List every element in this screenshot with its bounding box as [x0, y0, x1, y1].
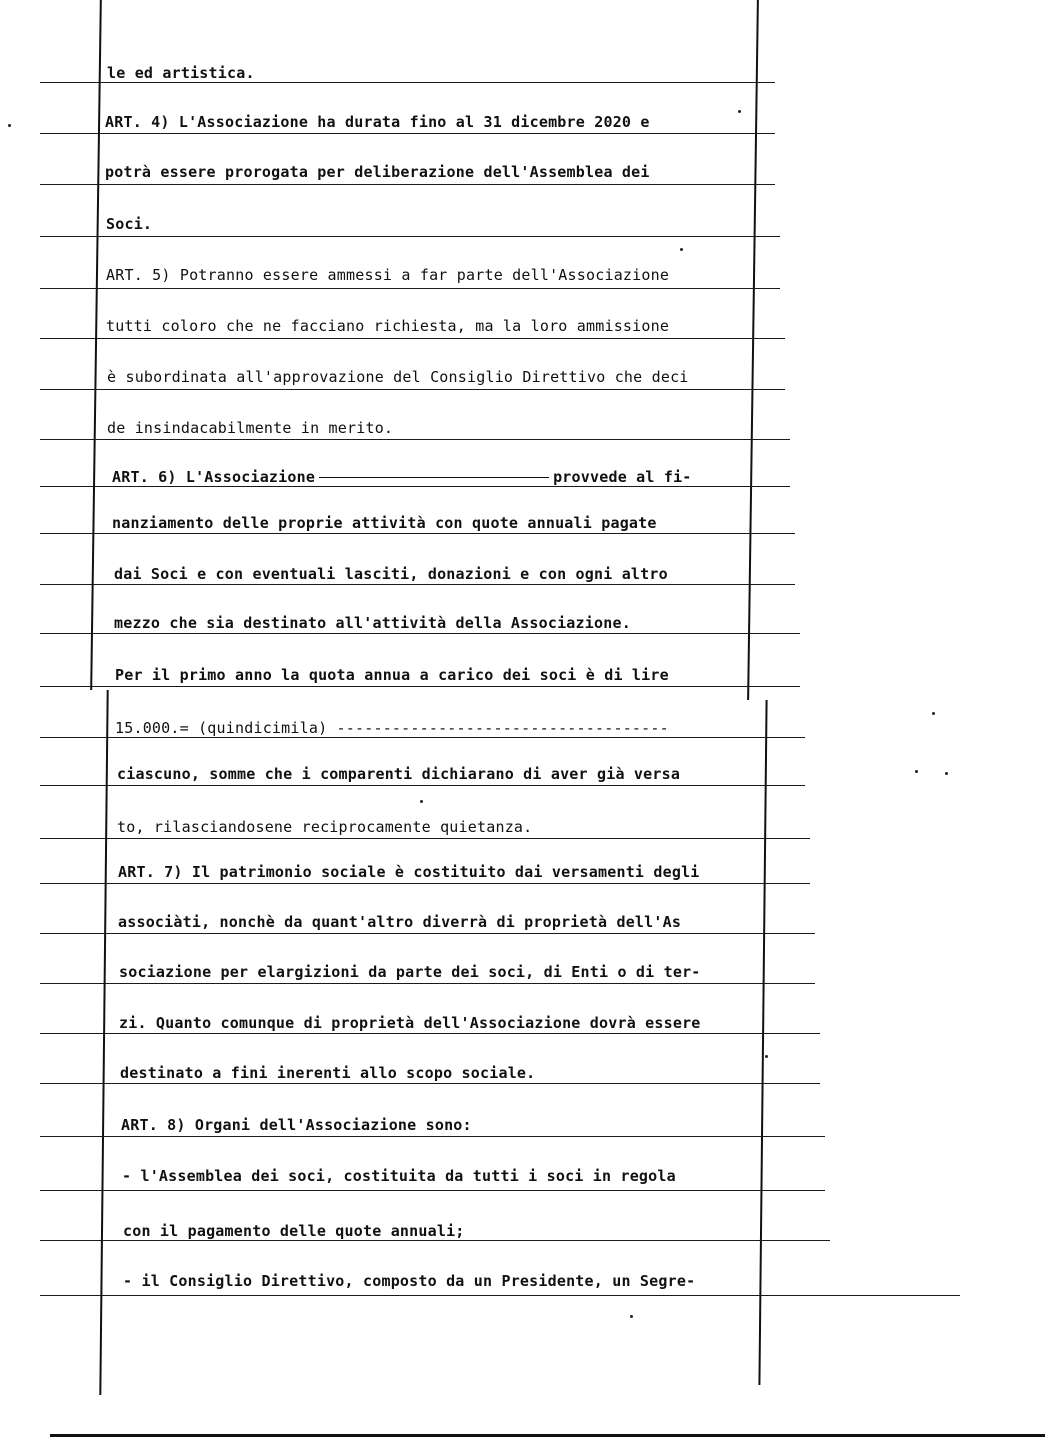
ruled-line: [40, 933, 815, 934]
left-margin-line: [90, 0, 102, 690]
text-line-15: ciascuno, somme che i comparenti dichiarano di aver già versa: [117, 765, 681, 783]
ruled-line: [40, 838, 810, 839]
ruled-line: [40, 1190, 825, 1191]
ruled-line: [40, 1083, 820, 1084]
ruled-line: [40, 883, 810, 884]
scan-speck: [738, 110, 741, 113]
text-line-25: - il Consiglio Direttivo, composto da un Presidente, un Segre-: [123, 1272, 696, 1290]
text-line-6: tutti coloro che ne facciano richiesta, ma la loro ammissione: [106, 317, 670, 335]
text-line-20: zi. Quanto comunque di proprietà dell'Associazione dovrà essere: [119, 1014, 701, 1032]
scan-speck: [630, 1315, 633, 1318]
ruled-line: [40, 1033, 820, 1034]
text-line-7: è subordinata all'approvazione del Consiglio Direttivo che deci: [107, 368, 689, 386]
text-line-9: [112, 468, 692, 486]
scan-speck: [945, 772, 948, 775]
ruled-line: [40, 1240, 830, 1241]
text-line-10: nanziamento delle proprie attività con quote annuali pagate: [112, 514, 657, 532]
text-line-21: destinato a fini inerenti allo scopo sociale.: [120, 1064, 536, 1082]
scan-speck: [8, 124, 11, 127]
left-margin-line-lower: [99, 690, 108, 1395]
ruled-line: [40, 1136, 825, 1137]
ruled-line: [40, 133, 775, 134]
text-line-24: con il pagamento delle quote annuali;: [123, 1222, 465, 1240]
ruled-line: [40, 82, 775, 83]
text-line-18: associàti, nonchè da quant'altro diverrà di proprietà dell'As: [118, 913, 682, 931]
ruled-line: [40, 633, 800, 634]
text-line-4: Soci.: [106, 215, 153, 233]
text-line-22: ART. 8) Organi dell'Associazione sono:: [121, 1116, 472, 1134]
ruled-line: [40, 236, 780, 237]
text-line-11: dai Soci e con eventuali lasciti, donazioni e con ogni altro: [114, 565, 668, 583]
text-line-8: de insindacabilmente in merito.: [107, 419, 394, 437]
text-line-1: le ed artistica.: [107, 64, 255, 82]
scan-speck: [915, 770, 918, 773]
ruled-line: [40, 533, 795, 534]
text-line-5: ART. 5) Potranno essere ammessi a far parte dell'Associazione: [106, 266, 670, 284]
ruled-line: [40, 338, 785, 339]
text-line-2: ART. 4) L'Associazione ha durata fino al 31 dicembre 2020 e: [105, 113, 650, 131]
text-line-12: mezzo che sia destinato all'attività della Associazione.: [114, 614, 631, 632]
text-line-3: potrà essere prorogata per deliberazione dell'Assemblea dei: [105, 163, 650, 181]
right-margin-line-lower: [758, 700, 767, 1385]
art6-start: ART. 6) L'Associazione: [112, 468, 316, 486]
text-line-17: ART. 7) Il patrimonio sociale è costituito dai versamenti degli: [118, 863, 700, 881]
ruled-line: [40, 288, 780, 289]
scan-speck: [420, 800, 423, 803]
ruled-line: [40, 686, 800, 687]
ruled-line: [40, 584, 795, 585]
bottom-rule: [50, 1434, 1045, 1437]
ruled-line: [40, 439, 790, 440]
right-margin-line: [747, 0, 759, 700]
ruled-line: [40, 486, 790, 487]
text-line-19: sociazione per elargizioni da parte dei soci, di Enti o di ter-: [119, 963, 701, 981]
ruled-line: [40, 737, 805, 738]
ruled-line: [40, 184, 775, 185]
text-line-16: to, rilasciandosene reciprocamente quietanza.: [117, 818, 533, 836]
text-line-13: Per il primo anno la quota annua a carico dei soci è di lire: [115, 666, 669, 684]
ruled-line: [40, 983, 815, 984]
art6-end: provvede al fi-: [553, 468, 692, 486]
ruled-line: [40, 1295, 960, 1296]
ruled-line: [40, 785, 805, 786]
ruled-line: [40, 389, 785, 390]
scan-speck: [932, 712, 935, 715]
text-line-23: - l'Assemblea dei soci, costituita da tutti i soci in regola: [122, 1167, 676, 1185]
scan-speck: [765, 1055, 768, 1058]
scan-speck: [680, 248, 683, 251]
text-line-14: 15.000.= (quindicimila) ------------------------------------: [115, 719, 669, 737]
blank-fill-line: [319, 477, 549, 478]
